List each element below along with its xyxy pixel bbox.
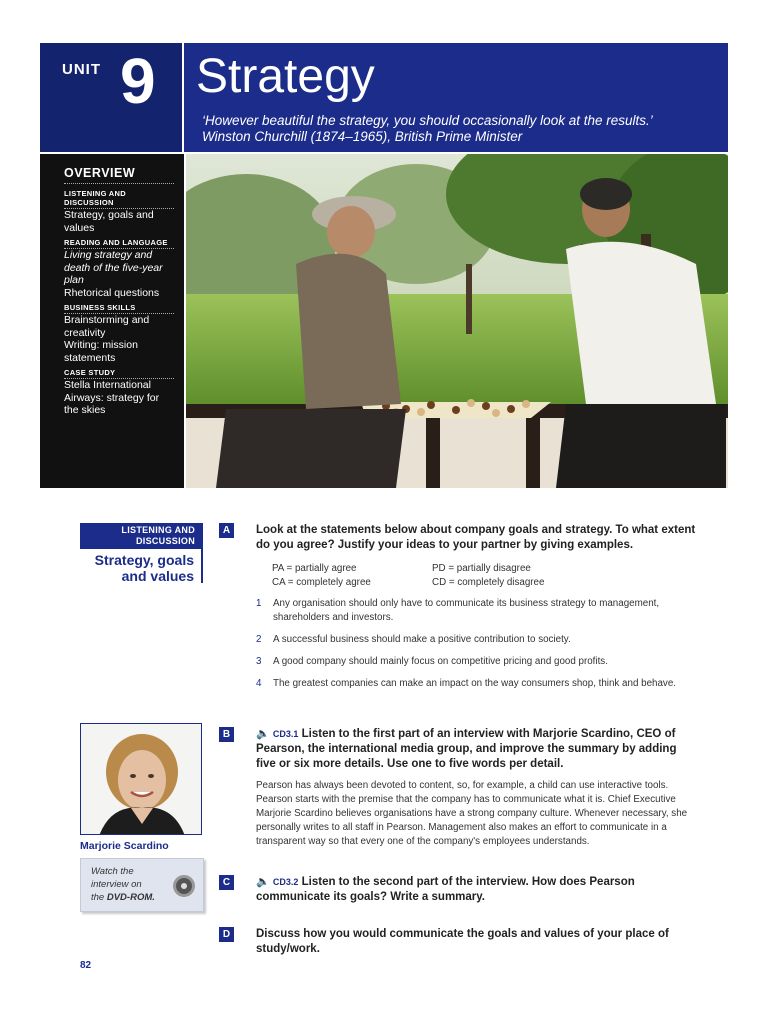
dvd-rom-label: DVD-ROM. (106, 892, 155, 903)
quote-text: ‘However beautiful the strategy, you should occasionally look at the results.’ (202, 113, 653, 128)
unit-label: UNIT (62, 61, 101, 78)
statement-list (256, 597, 686, 699)
dvd-text-line (91, 891, 171, 904)
exercise-c-instruction-text: Listen to the second part of the interview. How does Pearson communicate its goals? Write a summary. (256, 876, 635, 903)
section-title-line: Strategy, goals (94, 552, 194, 568)
overview-section (64, 189, 174, 234)
dvd-text-line: interview on (91, 879, 142, 890)
overview-section-heading: BUSINESS SKILLS (64, 303, 174, 314)
overview-item: Living strategy and death of the five-year plan (64, 249, 163, 286)
unit-quote (202, 113, 653, 145)
unit-number: 9 (120, 45, 156, 117)
overview-section-heading: LISTENING AND DISCUSSION (64, 189, 174, 209)
profile-photo (80, 723, 202, 835)
key-ca: CA = completely agree (272, 577, 371, 588)
exercise-a-instruction: Look at the statements below about company goals and strategy. To what extent do you agree? Justify your ideas to your partner by giving examples. (256, 524, 696, 551)
overview-section-heading: CASE STUDY (64, 368, 174, 379)
section-label-line: DISCUSSION (135, 536, 195, 546)
dvd-text-prefix: the (91, 892, 107, 903)
exercise-d-badge: D (219, 927, 234, 942)
overview-section (64, 368, 174, 417)
key-pa: PA = partially agree (272, 563, 357, 574)
section-label-line: LISTENING AND (121, 525, 195, 535)
cd-track-tag: CD3.1 (272, 729, 299, 739)
unit-header (40, 43, 728, 152)
exercise-b-summary: Pearson has always been devoted to content, so, for example, a child can use interactive tools. Pearson starts with the premise that the company has to communicate what it is. Chief Executive Marjorie Scardino believes organisations have a strong company culture. Whenever necessary, she personally writes to all staff in Pearson. Management also makes an effort to communicate in a transparent way so that every one of the company's employees understands. (256, 780, 688, 847)
dvd-callout[interactable] (80, 858, 204, 912)
statement-number: 4 (256, 678, 262, 689)
profile-caption: Marjorie Scardino (80, 840, 169, 852)
overview-item: Rhetorical questions (64, 286, 160, 299)
page-number: 82 (80, 960, 92, 971)
overview-item: Stella International Airways: strategy for the skies (64, 379, 160, 416)
statement-item (256, 655, 686, 669)
section-label-bar (80, 523, 201, 549)
unit-title: Strategy (196, 50, 375, 103)
unit-photo (186, 154, 728, 488)
exercise-b-instruction (256, 727, 696, 772)
exercise-c-badge: C (219, 875, 234, 890)
dvd-text-line: Watch the (91, 866, 134, 877)
unit-box (40, 43, 184, 152)
key-cd: CD = completely disagree (432, 577, 545, 588)
overview-section (64, 303, 174, 364)
overview-section (64, 238, 174, 299)
exercise-b-instruction-text: Listen to the first part of an interview with Marjorie Scardino, CEO of Pearson, the international media group, and improve the summary by adding five or six more details. Use one to five words per detail. (256, 728, 677, 770)
overview-title: OVERVIEW (64, 166, 174, 184)
audio-speaker-icon: 🔈 (256, 728, 270, 740)
overview-item: Strategy, goals and values (64, 209, 154, 234)
statement-text: The greatest companies can make an impact on the way consumers shop, think and behave. (273, 678, 676, 689)
statement-number: 3 (256, 656, 262, 667)
cd-track-tag: CD3.2 (272, 877, 299, 887)
exercise-b-badge: B (219, 727, 234, 742)
section-label (80, 523, 203, 583)
statement-text: A successful business should make a positive contribution to society. (273, 634, 571, 645)
rating-key (272, 562, 592, 590)
section-title-line: and values (121, 568, 194, 584)
overview-section-heading: READING AND LANGUAGE (64, 238, 174, 249)
statement-item (256, 677, 686, 691)
section-title (80, 552, 201, 584)
statement-item (256, 597, 686, 625)
statement-item (256, 633, 686, 647)
dvd-callout-text (91, 865, 171, 904)
audio-speaker-icon: 🔈 (256, 876, 270, 888)
dvd-disc-icon (173, 875, 195, 897)
overview-item: Brainstorming and creativity (64, 314, 150, 339)
statement-number: 2 (256, 634, 262, 645)
overview-sidebar (40, 154, 184, 488)
statement-text: Any organisation should only have to communicate its business strategy to management, shareholders and investors. (273, 598, 660, 623)
statement-number: 1 (256, 598, 262, 609)
portrait-illustration (81, 724, 202, 835)
exercise-a-badge: A (219, 523, 234, 538)
exercise-c-instruction (256, 875, 696, 905)
quote-attribution: Winston Churchill (1874–1965), British Prime Minister (202, 129, 523, 144)
exercise-d-instruction: Discuss how you would communicate the goals and values of your place of study/work. (256, 928, 669, 955)
statement-text: A good company should mainly focus on competitive pricing and good profits. (273, 656, 608, 667)
park-checkers-illustration (186, 154, 728, 488)
key-pd: PD = partially disagree (432, 563, 531, 574)
overview-item: Writing: mission statements (64, 339, 138, 364)
